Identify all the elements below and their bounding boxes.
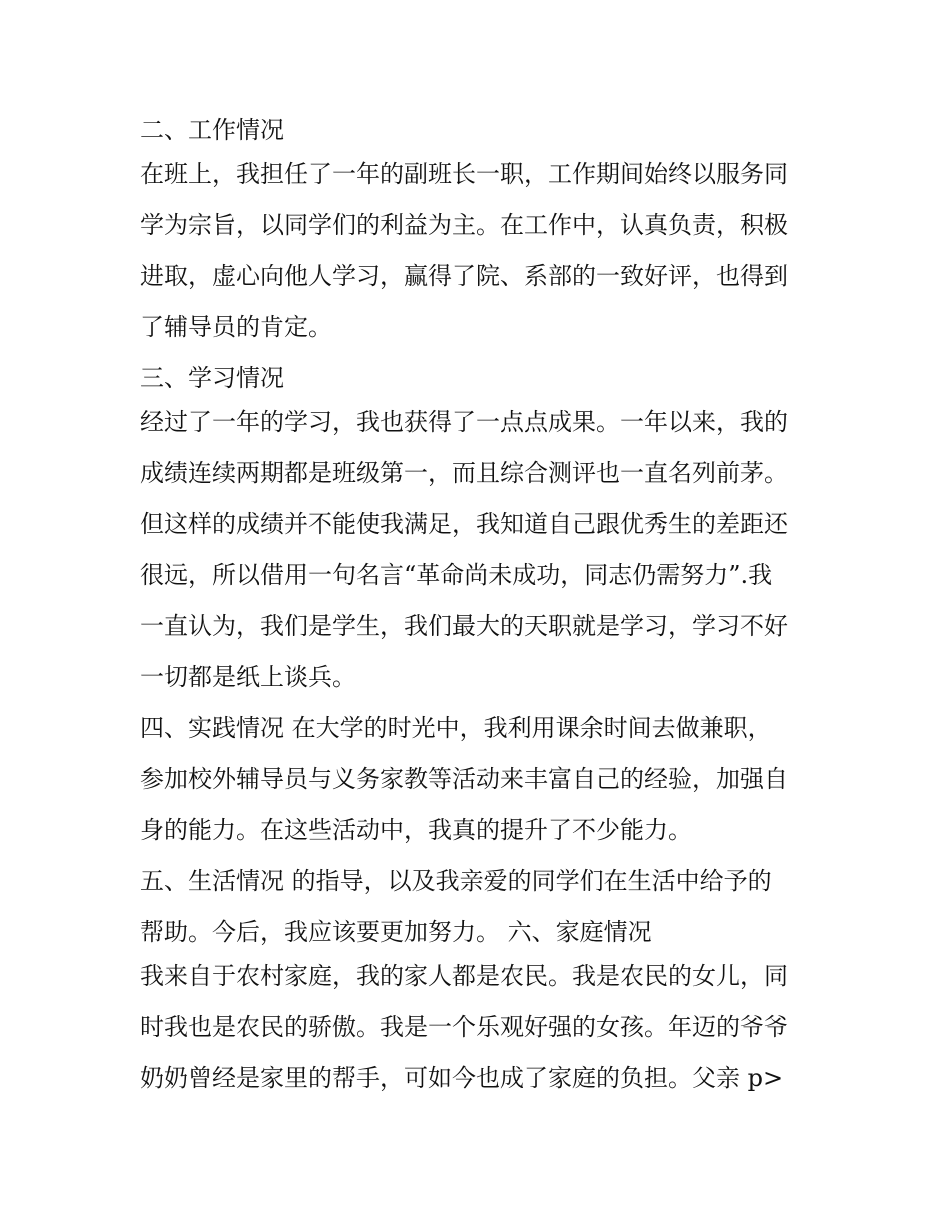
paragraph-line: 在班上，我担任了一年的副班长一职，工作期间始终以服务同 <box>140 160 788 188</box>
paragraph-line: 我来自于农村家庭，我的家人都是农民。我是农民的女儿，同 <box>140 962 788 990</box>
paragraph-line: 一直认为，我们是学生，我们最大的天职就是学习，学习不好 <box>140 612 788 640</box>
paragraph-line: 很远，所以借用一句名言“革命尚未成功，同志仍需努力”.我 <box>140 561 773 589</box>
paragraph-line: 身的能力。在这些活动中，我真的提升了不少能力。 <box>140 816 692 844</box>
section-heading-life: 五、生活情况 的指导，以及我亲爱的同学们在生活中给予的 <box>140 867 772 895</box>
paragraph-line: 参加校外辅导员与义务家教等活动来丰富自己的经验，加强自 <box>140 765 788 793</box>
section-heading-work: 二、工作情况 <box>140 116 284 144</box>
document-body <box>140 108 820 1107</box>
paragraph-line: 成绩连续两期都是班级第一，而且综合测评也一直名列前茅。 <box>140 459 788 487</box>
paragraph-line: 时我也是农民的骄傲。我是一个乐观好强的女孩。年迈的爷爷 <box>140 1013 788 1041</box>
paragraph-line: 进取，虚心向他人学习，赢得了院、系部的一致好评，也得到 <box>140 262 788 290</box>
paragraph-line: 学为宗旨，以同学们的利益为主。在工作中，认真负责，积极 <box>140 211 788 239</box>
paragraph-line: 了辅导员的肯定。 <box>140 313 332 341</box>
paragraph-line: 一切都是纸上谈兵。 <box>140 663 356 691</box>
paragraph-line: 但这样的成绩并不能使我满足，我知道自己跟优秀生的差距还 <box>140 510 788 538</box>
section-heading-study: 三、学习情况 <box>140 364 284 392</box>
section-heading-family: 帮助。今后，我应该要更加努力。 六、家庭情况 <box>140 918 652 946</box>
paragraph-line: 奶奶曾经是家里的帮手，可如今也成了家庭的负担。父亲 p> <box>140 1064 784 1092</box>
paragraph-line: 经过了一年的学习，我也获得了一点点成果。一年以来，我的 <box>140 408 788 436</box>
section-heading-practice: 四、实践情况 在大学的时光中，我利用课余时间去做兼职， <box>140 714 772 742</box>
